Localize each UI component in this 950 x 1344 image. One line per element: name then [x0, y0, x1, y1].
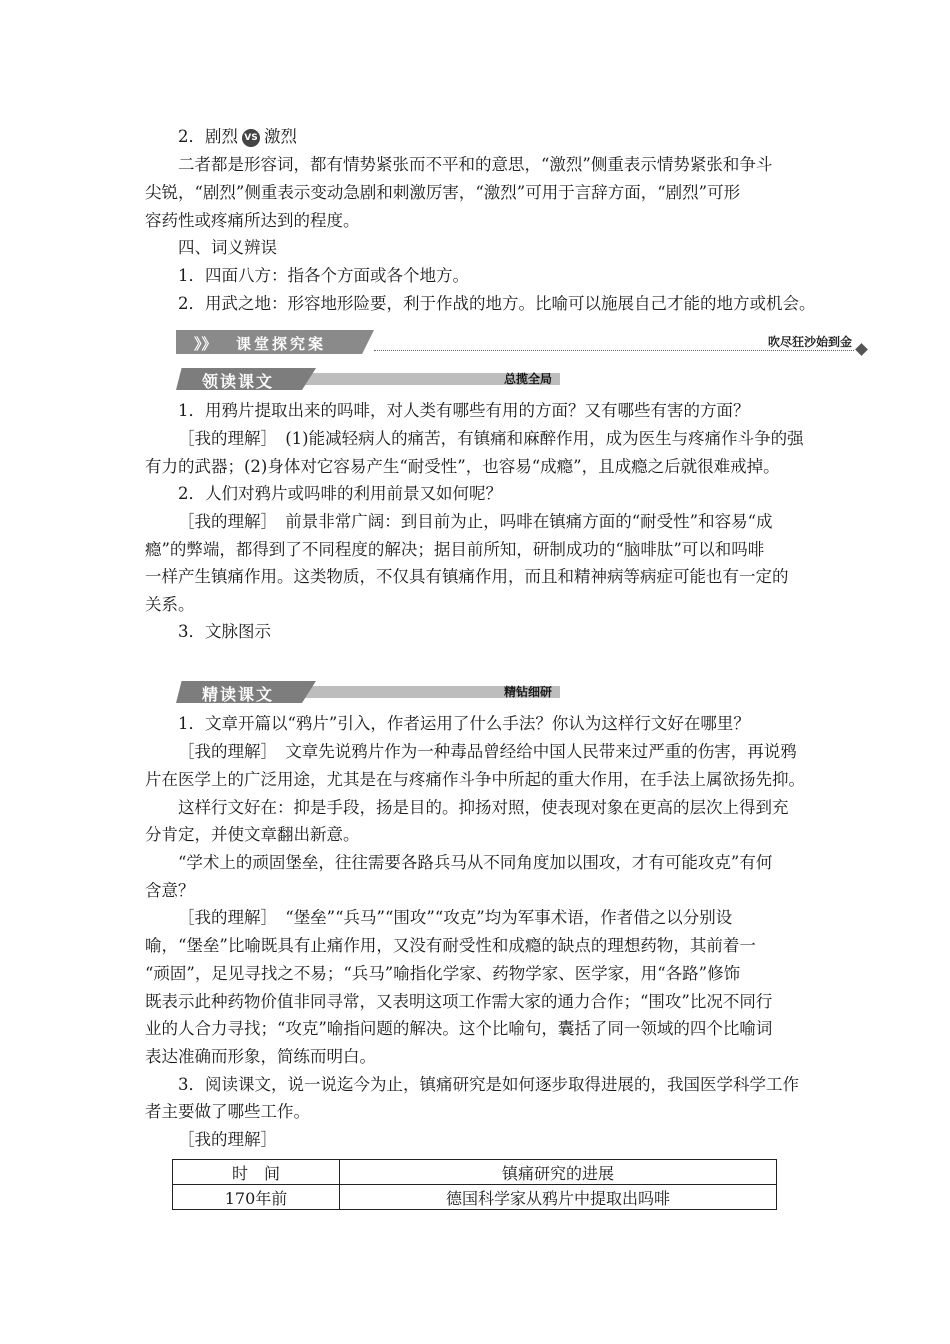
answer-line: 瘾”的弊端，都得到了不同程度的解决；据目前所知，研制成功的“脑啡肽”可以和吗啡: [145, 540, 765, 559]
question-2-cont: 含意？: [145, 881, 195, 900]
dotted-divider: [374, 350, 854, 351]
item-2-word2: 激烈: [264, 127, 297, 146]
answer-line: “顽固”，足见寻找之不易；“兵马”喻指化学家、药物学家、医学家，用“各路”修饰: [145, 964, 741, 983]
vs-badge-icon: VS: [242, 129, 260, 147]
answer-line: ［我的理解］ (1)能减轻病人的痛苦，有镇痛和麻醉作用，成为医生与疼痛作斗争的强: [178, 429, 804, 448]
answer-line: ［我的理解］ 前景非常广阔：到目前为止，吗啡在镇痛方面的“耐受性”和容易“成: [178, 512, 773, 531]
definition-2: 2．用武之地：形容地形险要，利于作战的地方。比喻可以施展自己才能的地方或机会。: [178, 294, 816, 313]
answer-line: 片在医学上的广泛用途，尤其是在与疼痛作斗争中所起的重大作用，在手法上属欲扬先抑。: [145, 770, 805, 789]
section-subtitle: 总揽全局: [503, 372, 552, 386]
answer-line: 业的人合力寻找；“攻克”喻指问题的解决。这个比喻句，囊括了同一领域的四个比喻词: [145, 1019, 773, 1038]
question-3: 3．文脉图示: [178, 622, 271, 641]
paragraph-line: 容药性或疼痛所达到的程度。: [145, 211, 360, 230]
banner-subtitle: 吹尽狂沙始到金: [764, 333, 852, 350]
section-heading-4: 四、词义辨误: [178, 238, 277, 257]
section-title: 精读课文: [202, 685, 275, 704]
diamond-icon: [855, 343, 868, 356]
answer-line: ［我的理解］ 文章先说鸦片作为一种毒品曾经给中国人民带来过严重的伤害，再说鸦: [178, 742, 797, 761]
answer-line: 表达准确而形象，简练而明白。: [145, 1047, 376, 1066]
answer-line: 喻，“堡垒”比喻既具有止痛作用，又没有耐受性和成瘾的缺点的理想药物，其前着一: [145, 936, 756, 955]
question-2: “学术上的顽固堡垒，往往需要各路兵马从不同角度加以围攻，才有可能攻克”有何: [178, 853, 773, 872]
item-2-word1: 2．剧烈: [178, 127, 238, 146]
answer-line: 这样行文好在：抑是手段，扬是目的。抑扬对照，使表现对象在更高的层次上得到充: [178, 798, 789, 817]
table-cell-progress: 德国科学家从鸦片中提取出吗啡: [340, 1185, 777, 1210]
question-1: 1．文章开篇以“鸦片”引入，作者运用了什么手法？你认为这样行文好在哪里？: [178, 714, 750, 733]
section-header-lingdu: [176, 368, 560, 390]
banner-title: 课堂探究案: [236, 335, 327, 353]
section-title: 领读课文: [202, 372, 275, 391]
answer-line: 既表示此种药物价值非同寻常，又表明这项工作需大家的通力合作；“围攻”比况不同行: [145, 992, 773, 1011]
progress-table: [172, 1159, 777, 1210]
answer-line: 一样产生镇痛作用。这类物质，不仅具有镇痛作用，而且和精神病等病症可能也有一定的: [145, 567, 789, 586]
question-3: 3．阅读课文，说一说迄今为止，镇痛研究是如何逐步取得进展的，我国医学科学工作: [178, 1075, 799, 1094]
table-row: [173, 1185, 777, 1210]
paragraph-line: 二者都是形容词，都有情势紧张而不平和的意思，“激烈”侧重表示情势紧张和争斗: [178, 155, 773, 174]
question-1: 1．用鸦片提取出来的吗啡，对人类有哪些有用的方面？又有哪些有害的方面？: [178, 401, 750, 420]
question-2: 2．人们对鸦片或吗啡的利用前景又如何呢？: [178, 484, 502, 503]
answer-label: ［我的理解］: [178, 1130, 277, 1149]
table-cell-time: 170年前: [173, 1185, 340, 1210]
double-chevron-icon: 》》: [194, 335, 217, 353]
question-3-cont: 者主要做了哪些工作。: [145, 1102, 310, 1121]
section-subtitle: 精钻细研: [503, 685, 552, 699]
table-header-row: [173, 1160, 777, 1185]
column-header-time: 时 间: [173, 1160, 340, 1185]
answer-line: 分肯定，并使文章翻出新意。: [145, 825, 360, 844]
answer-line: 有力的武器；(2)身体对它容易产生“耐受性”，也容易“成瘾”，且成瘾之后就很难戒掉。: [145, 457, 780, 476]
paragraph-line: 尖锐，“剧烈”侧重表示变动急剧和刺激厉害，“激烈”可用于言辞方面，“剧烈”可形: [145, 183, 741, 202]
column-header-progress: 镇痛研究的进展: [340, 1160, 777, 1185]
chapter-banner: [176, 330, 866, 356]
definition-1: 1．四面八方：指各个方面或各个地方。: [178, 266, 469, 285]
item-2-heading: [178, 126, 297, 148]
section-header-jingdu: [176, 681, 560, 703]
answer-line: 关系。: [145, 595, 195, 614]
answer-line: ［我的理解］ “堡垒”“兵马”“围攻”“攻克”均为军事术语，作者借之以分别设: [178, 908, 733, 927]
